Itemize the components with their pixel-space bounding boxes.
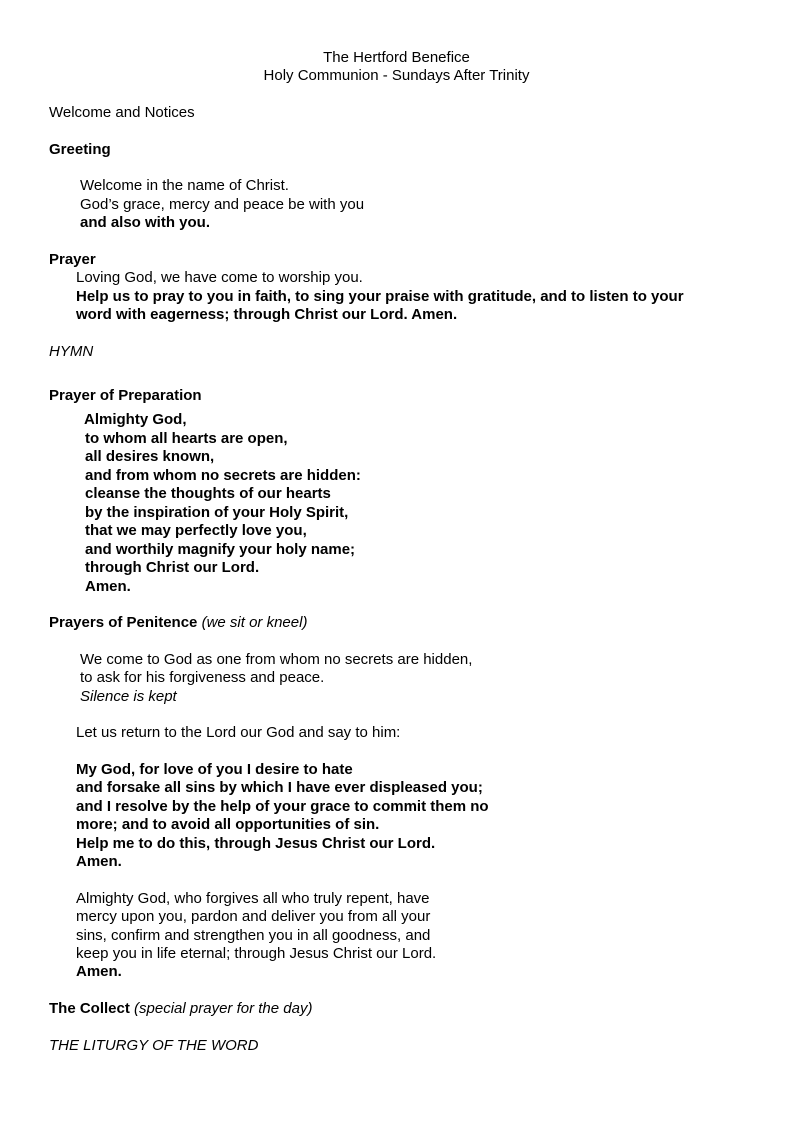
preparation-line: Almighty God, — [84, 411, 187, 428]
penitence-heading: Prayers of Penitence — [49, 614, 198, 631]
confession-amen: Amen. — [76, 853, 122, 870]
greeting-line: God’s grace, mercy and peace be with you — [80, 196, 365, 213]
collect-heading: The Collect — [49, 1000, 130, 1017]
greeting-heading: Greeting — [49, 141, 111, 158]
liturgy-heading: THE LITURGY OF THE WORD — [49, 1037, 259, 1054]
collect-heading-line — [49, 1000, 312, 1018]
collect-note: (special prayer for the day) — [134, 1000, 313, 1017]
preparation-line: and from whom no secrets are hidden: — [85, 467, 361, 484]
preparation-amen: Amen. — [85, 578, 131, 595]
penitence-invitation: Let us return to the Lord our God and say to him: — [76, 724, 401, 741]
penitence-intro: to ask for his forgiveness and peace. — [80, 669, 325, 686]
confession-line: Help me to do this, through Jesus Christ our Lord. — [76, 835, 436, 852]
confession-line: more; and to avoid all opportunities of sin. — [76, 816, 380, 833]
prayer-heading: Prayer — [49, 251, 96, 268]
greeting-response: and also with you. — [80, 214, 211, 231]
hymn-label: HYMN — [49, 343, 94, 360]
welcome-notices: Welcome and Notices — [49, 104, 195, 121]
prayer-leader: Loving God, we have come to worship you. — [76, 269, 363, 286]
preparation-line: that we may perfectly love you, — [85, 522, 307, 539]
penitence-heading-line — [49, 614, 307, 632]
penitence-intro: We come to God as one from whom no secrets are hidden, — [80, 651, 473, 668]
confession-line: My God, for love of you I desire to hate — [76, 761, 353, 778]
document-title: The Hertford Benefice — [323, 49, 470, 66]
preparation-line: by the inspiration of your Holy Spirit, — [85, 504, 349, 521]
preparation-line: cleanse the thoughts of our hearts — [85, 485, 331, 502]
prayer-response: word with eagerness; through Christ our Lord. Amen. — [76, 306, 458, 323]
confession-line: and forsake all sins by which I have ever displeased you; — [76, 779, 483, 796]
preparation-line: to whom all hearts are open, — [85, 430, 288, 447]
silence-rubric: Silence is kept — [80, 688, 177, 705]
document-subtitle: Holy Communion - Sundays After Trinity — [263, 67, 530, 84]
greeting-line: Welcome in the name of Christ. — [80, 177, 289, 194]
absolution-line: Almighty God, who forgives all who truly repent, have — [76, 890, 430, 907]
penitence-note: (we sit or kneel) — [201, 614, 308, 631]
prayer-response: Help us to pray to you in faith, to sing your praise with gratitude, and to listen to your — [76, 288, 684, 305]
preparation-line: all desires known, — [85, 448, 215, 465]
absolution-amen: Amen. — [76, 963, 122, 980]
absolution-line: sins, confirm and strengthen you in all goodness, and — [76, 927, 431, 944]
preparation-heading: Prayer of Preparation — [49, 387, 202, 404]
absolution-line: keep you in life eternal; through Jesus Christ our Lord. — [76, 945, 437, 962]
absolution-line: mercy upon you, pardon and deliver you from all your — [76, 908, 431, 925]
preparation-line: and worthily magnify your holy name; — [85, 541, 356, 558]
confession-line: and I resolve by the help of your grace to commit them no — [76, 798, 489, 815]
preparation-line: through Christ our Lord. — [85, 559, 260, 576]
